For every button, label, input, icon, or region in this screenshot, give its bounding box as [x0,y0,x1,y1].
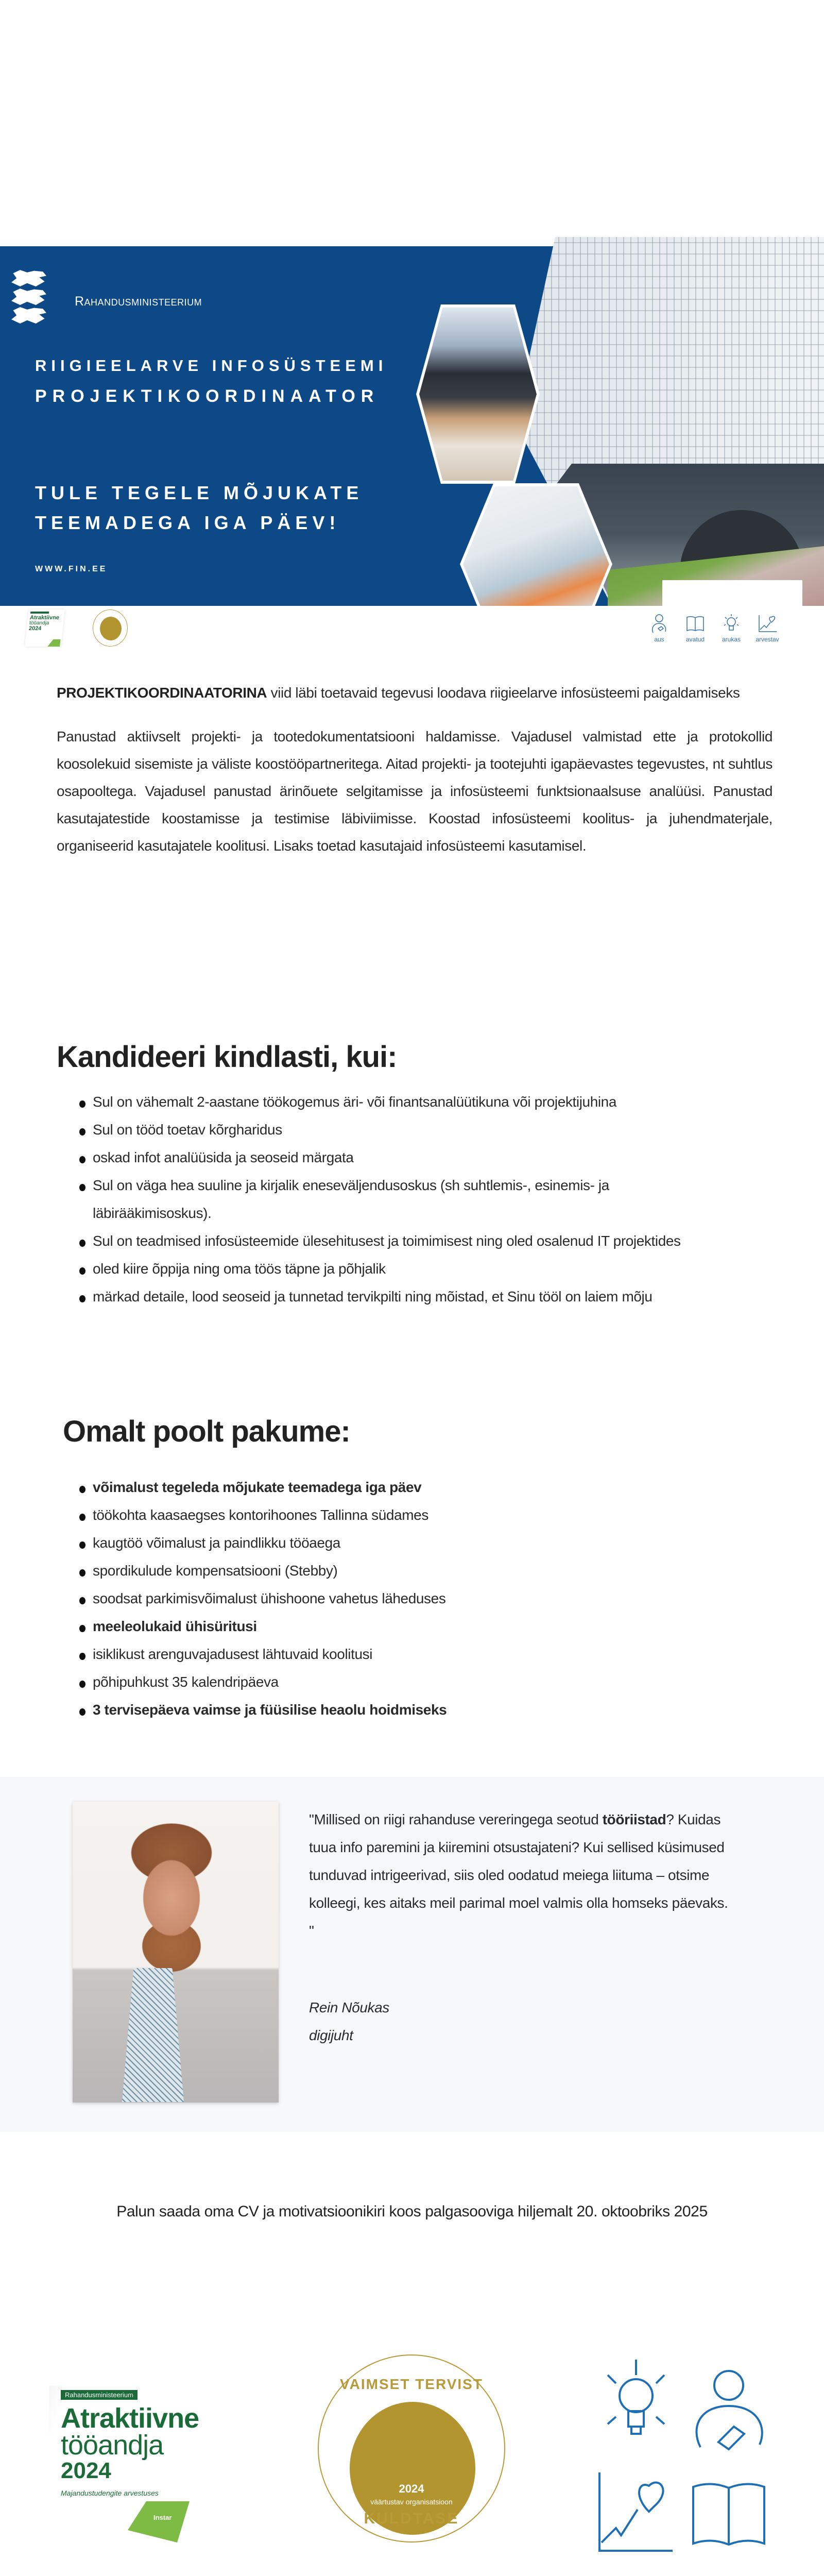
requirements-list [77,1088,711,1311]
badge-year: 2024 [28,625,42,632]
badge-top-text: VAIMSET TERVIST [340,2376,483,2392]
list-item: Sul on tööd toetav kõrgharidus [77,1116,711,1144]
list-item: töökohta kaasaegses kontorihoones Tallinna südames [77,1501,592,1529]
lightbulb-icon [721,613,742,634]
list-item: põhipuhkust 35 kalendripäeva [77,1668,592,1696]
slogan-line2: TEEMADEGA IGA PÄEV! [35,512,340,533]
badge-line2: tööandja [61,2430,164,2461]
badge-tag: Rahandusministeerium [61,2390,138,2400]
list-item: isiklikust arenguvajadusest lähtuvaid koolitusi [77,1640,592,1668]
quote-author [309,1994,389,2049]
list-item: oskad infot analüüsida ja seoseid märgata [77,1144,711,1172]
value-aus [644,613,675,643]
banner-notch [0,237,367,246]
quote-part1: "Millised on riigi rahanduse vereringega seotud [309,1811,603,1827]
attractive-employer-badge [35,2362,213,2527]
badge-sub-text: väärtustav organisatsioon [370,2498,453,2506]
person-heart-icon [649,613,670,634]
ministry-name: Rahandusministeerium [75,294,202,309]
values-row [644,613,798,649]
value-label: arukas [722,636,741,643]
badge-line2: tööandja [29,620,49,626]
mental-health-gold-badge [318,2354,505,2543]
value-label: aus [654,636,664,643]
badge-year: 2024 [399,2482,424,2495]
intro-lead-bold: PROJEKTIKOORDINAATORINA [57,685,267,701]
job-title-line1: RIIGIEELARVE INFOSÜSTEEMI [35,357,388,375]
quote-part2: ? Kuidas tuua info paremini ja kiiremini otsustajateni? Kui sellised küsimused tunduvad intrigeerivad, siis oled oodatud meiega liituma – otsime kolleegi, kes aitaks meil parimal moel valmis olla homseks päevaks. " [309,1811,728,1939]
open-book-icon [690,2481,767,2548]
instar-logo: Instar [153,2514,172,2521]
job-title-line2: PROJEKTIKOORDINAATOR [35,386,380,406]
badge-bottom-text: KULDTASE [364,2510,459,2527]
list-item: spordikulude kompensatsiooni (Stebby) [77,1557,592,1585]
open-book-icon [685,613,706,634]
badge-line1: Atraktiivne [29,615,60,621]
author-name: Rein Nõukas [309,1999,389,2015]
banner-slogan [35,478,396,538]
list-item: märkad detaile, lood seoseid ja tunnetad tervikpilti ning mõistad, et Sinu tööl on laiem mõju [77,1283,711,1311]
badge-line1: Atraktiivne [61,2403,199,2434]
chart-heart-icon [597,2470,675,2553]
list-item: soodsat parkimisvõimalust ühishoone vahetus läheduses [77,1585,592,1613]
value-arvestav [752,613,783,643]
requirements-heading: Kandideeri kindlasti, kui: [57,1040,397,1074]
value-label: arvestav [756,636,779,643]
quote-text [309,1806,731,1945]
intro-paragraph: Panustad aktiivselt projekti- ja tootedokumentatsiooni haldamisse. Vajadusel valmistad ette ja protokollid koosolekuid sisemiste ja väliste koostööpartneritega. Aitad projekti- ja tootejuhti igapäevastes tegevustes, nt suhtlus osapooltega. Vajadusel panustad ärinõuete selgitamisse ja infosüsteemi funktsionaalsuse analüüsi. Panustad kasutajatestide koostamisse ja testimise läbiviimisse. Koostad infosüsteemi koolitus- ja juhendmaterjale, organiseerid kasutajatele koolitusi. Lisaks toetad kasutajaid infosüsteemi kasutamisel. [57,728,772,854]
intro-lead [57,679,772,706]
person-heart-icon [690,2365,767,2452]
estonian-coat-of-arms-icon [11,270,48,326]
list-item: võimalust tegeleda mõjukate teemadega iga päev [77,1473,592,1501]
value-label: avatud [685,636,705,643]
chart-heart-icon [757,613,778,634]
badge-subtitle: Majandustudengite arvestuses [61,2489,159,2497]
list-item: Sul on väga hea suuline ja kirjalik eneseväljendusoskus (sh suhtlemis-, esinemis- ja läbirääkimisoskus). [77,1172,711,1227]
attractive-employer-badge-small [25,609,65,647]
intro-lead-rest: viid läbi toetavaid tegevusi loodava riigieelarve infosüsteemi paigaldamiseks [267,685,740,701]
photo-hexagon-atrium [416,304,540,484]
list-item: kaugtöö võimalust ja paindlikku tööaega [77,1529,592,1557]
hero-banner [0,237,824,606]
list-item: Sul on vähemalt 2-aastane töökogemus äri- või finantsanalüütikuna või projektijuhina [77,1088,711,1116]
application-deadline: Palun saada oma CV ja motivatsioonikiri koos palgasooviga hiljemalt 20. oktoobriks 2025 [116,2203,708,2220]
values-icons-large [592,2360,772,2555]
list-item: Sul on teadmised infosüsteemide ülesehitusest ja toimimisest ning oled osalenud IT projektides [77,1227,711,1255]
list-item: oled kiire õppija ning oma töös täpne ja põhjalik [77,1255,711,1283]
list-item: 3 tervisepäeva vaimse ja füüsilise heaolu hoidmiseks [77,1696,592,1724]
values-tab-background [662,580,802,606]
mental-health-badge-small [93,609,128,647]
author-title: digijuht [309,2027,353,2043]
value-arukas [716,613,747,643]
badge-year: 2024 [61,2458,111,2483]
quote-bold: tööriistad [602,1811,666,1827]
list-item: meeleolukaid ühisüritusi [77,1613,592,1640]
offer-list [77,1473,592,1724]
lightbulb-icon [597,2360,675,2447]
banner-url[interactable]: WWW.FIN.EE [35,565,108,573]
value-avatud [680,613,711,643]
slogan-line1: TULE TEGELE MÕJUKATE [35,482,364,503]
job-description [57,679,772,859]
offer-heading: Omalt poolt pakume: [63,1415,350,1448]
